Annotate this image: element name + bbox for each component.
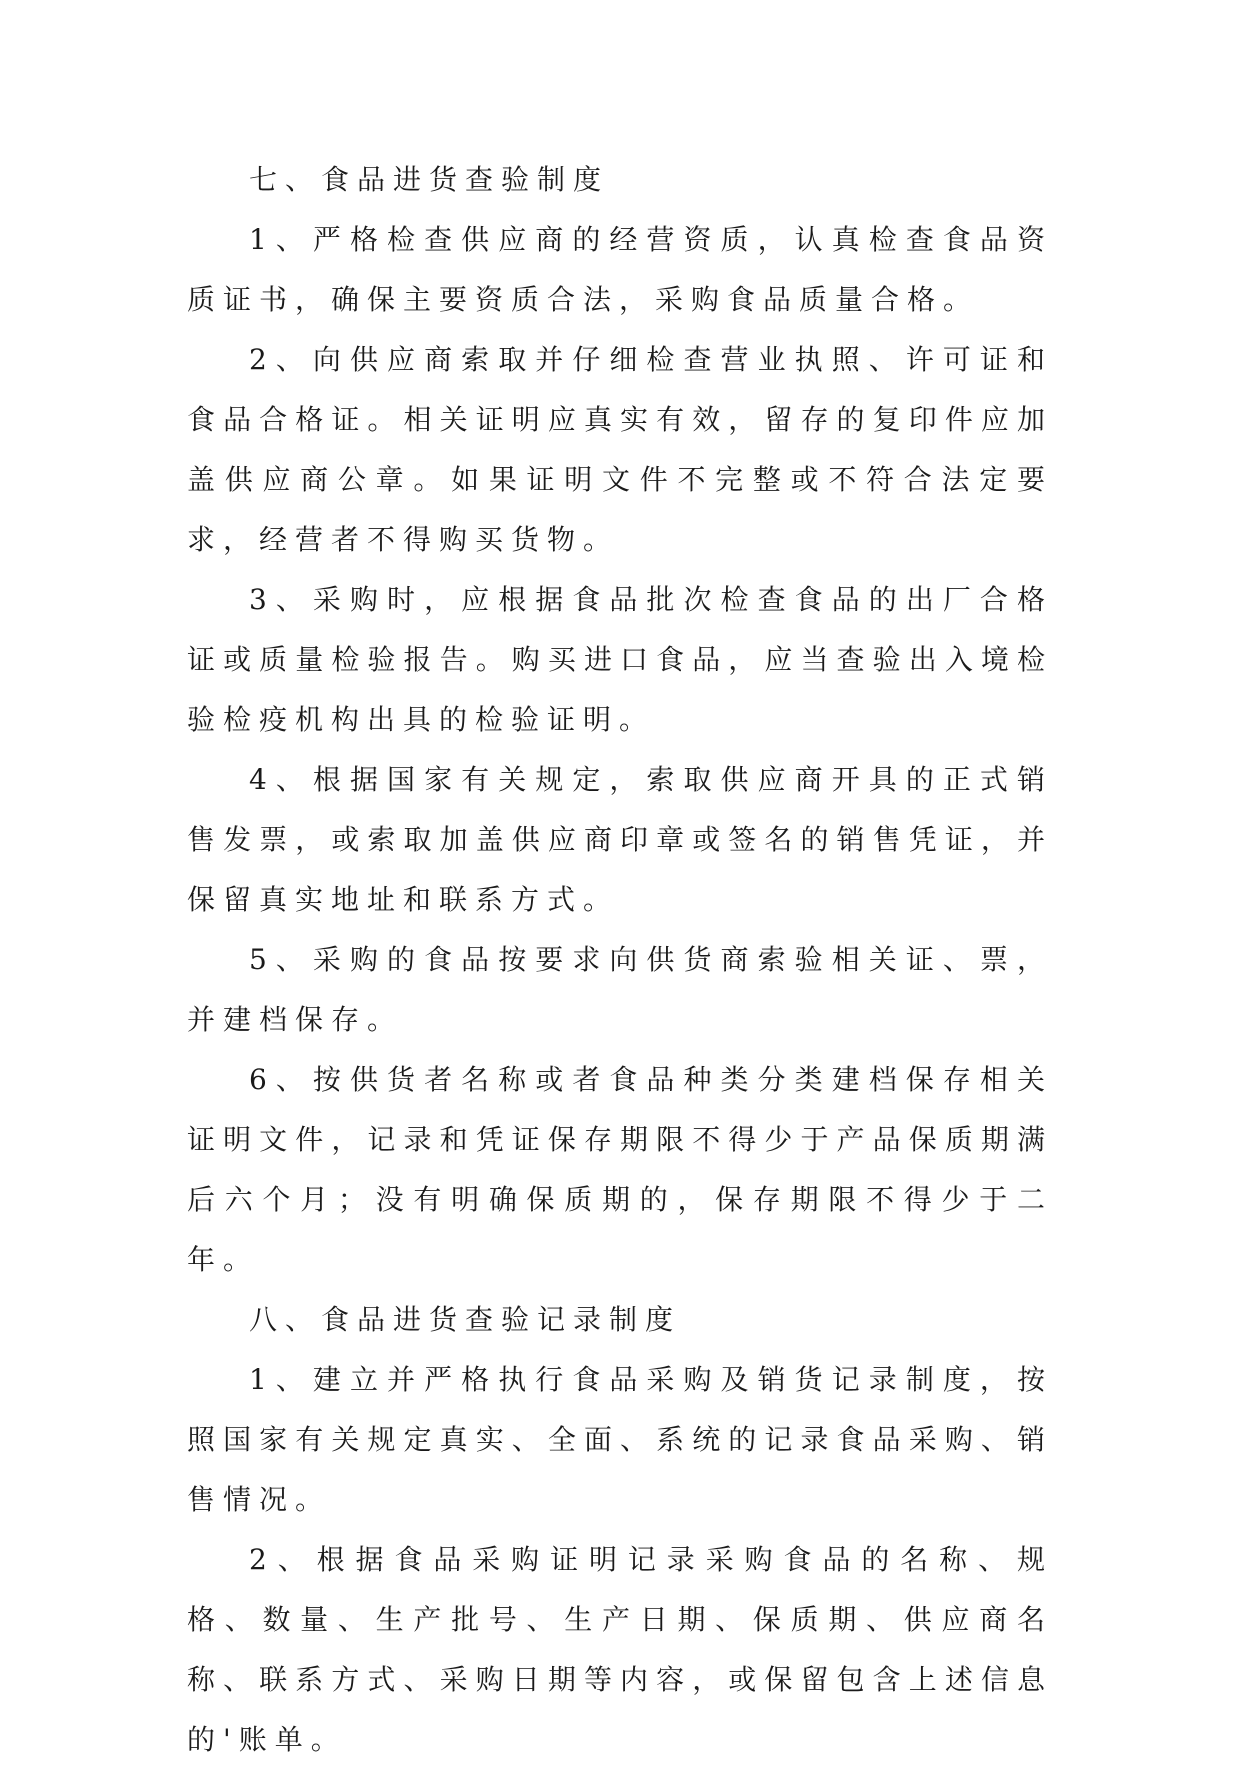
paragraph: 2、向供应商索取并仔细检查营业执照、许可证和食品合格证。相关证明应真实有效，留存的复印件应加盖供应商公章。如果证明文件不完整或不符合法定要求，经营者不得购买货物。 [187, 343, 1053, 556]
paragraph: 6、按供货者名称或者食品种类分类建档保存相关证明文件，记录和凭证保存期限不得少于产品保质期满后六个月；没有明确保质期的，保存期限不得少于二年。 [187, 1063, 1053, 1276]
paragraph: 2、根据食品采购证明记录采购食品的名称、规格、数量、生产批号、生产日期、保质期、供应商名称、联系方式、采购日期等内容，或保留包含上述信息的'账单。 [187, 1543, 1053, 1756]
paragraph: 1、建立并严格执行食品采购及销货记录制度，按照国家有关规定真实、全面、系统的记录食品采购、销售情况。 [187, 1363, 1053, 1516]
section-heading-7: 七、食品进货查验制度 [249, 163, 610, 196]
paragraph: 1、严格检查供应商的经营资质，认真检查食品资质证书，确保主要资质合法，采购食品质量合格。 [187, 223, 1053, 316]
paragraph: 5、采购的食品按要求向供货商索验相关证、票，并建档保存。 [187, 943, 1053, 1036]
document-body [187, 150, 1053, 1770]
section-heading-8: 八、食品进货查验记录制度 [249, 1303, 682, 1336]
paragraph: 4、根据国家有关规定，索取供应商开具的正式销售发票，或索取加盖供应商印章或签名的销售凭证，并保留真实地址和联系方式。 [187, 763, 1053, 916]
paragraph: 3、采购时，应根据食品批次检查食品的出厂合格证或质量检验报告。购买进口食品，应当查验出入境检验检疫机构出具的检验证明。 [187, 583, 1053, 736]
